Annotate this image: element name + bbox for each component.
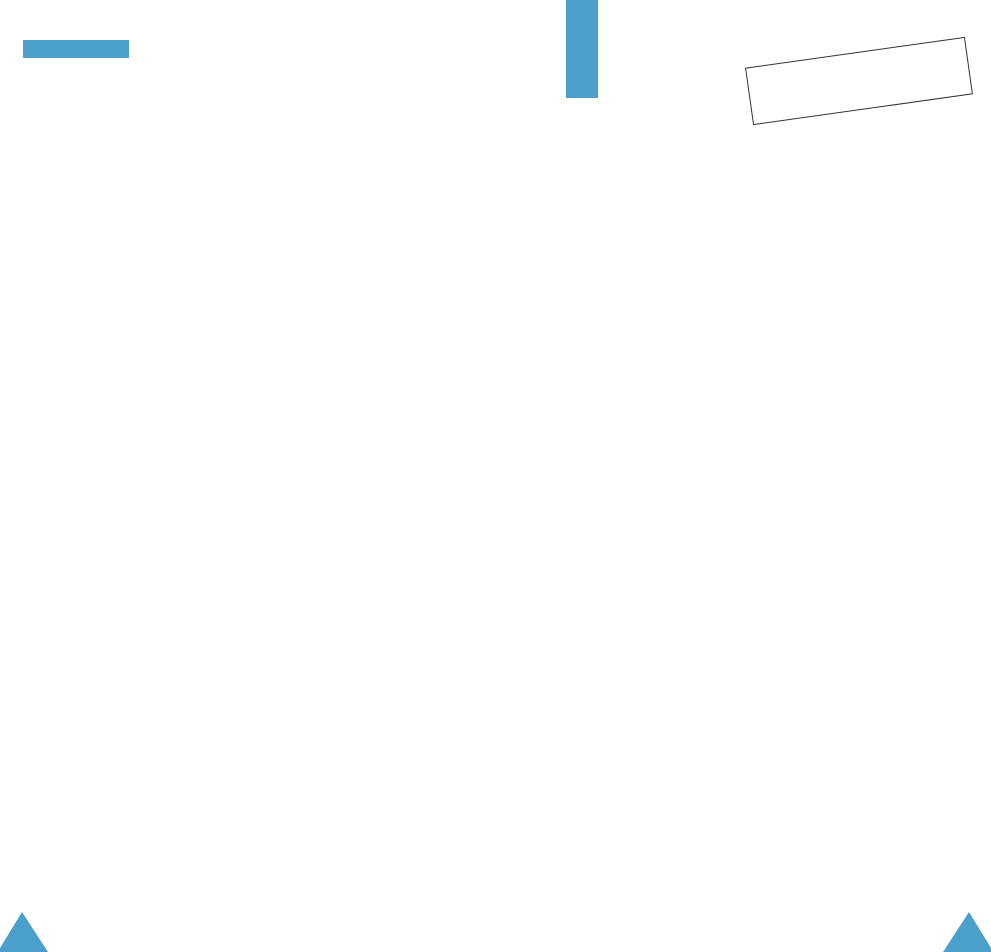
page-corner-left xyxy=(0,912,48,952)
note-line-2 xyxy=(747,46,965,77)
glossary-section-tab xyxy=(23,40,129,58)
page-corner-right xyxy=(943,912,991,952)
note-line-1 xyxy=(747,46,965,77)
index-accent-bar xyxy=(566,0,598,98)
index-update-note xyxy=(745,37,973,125)
